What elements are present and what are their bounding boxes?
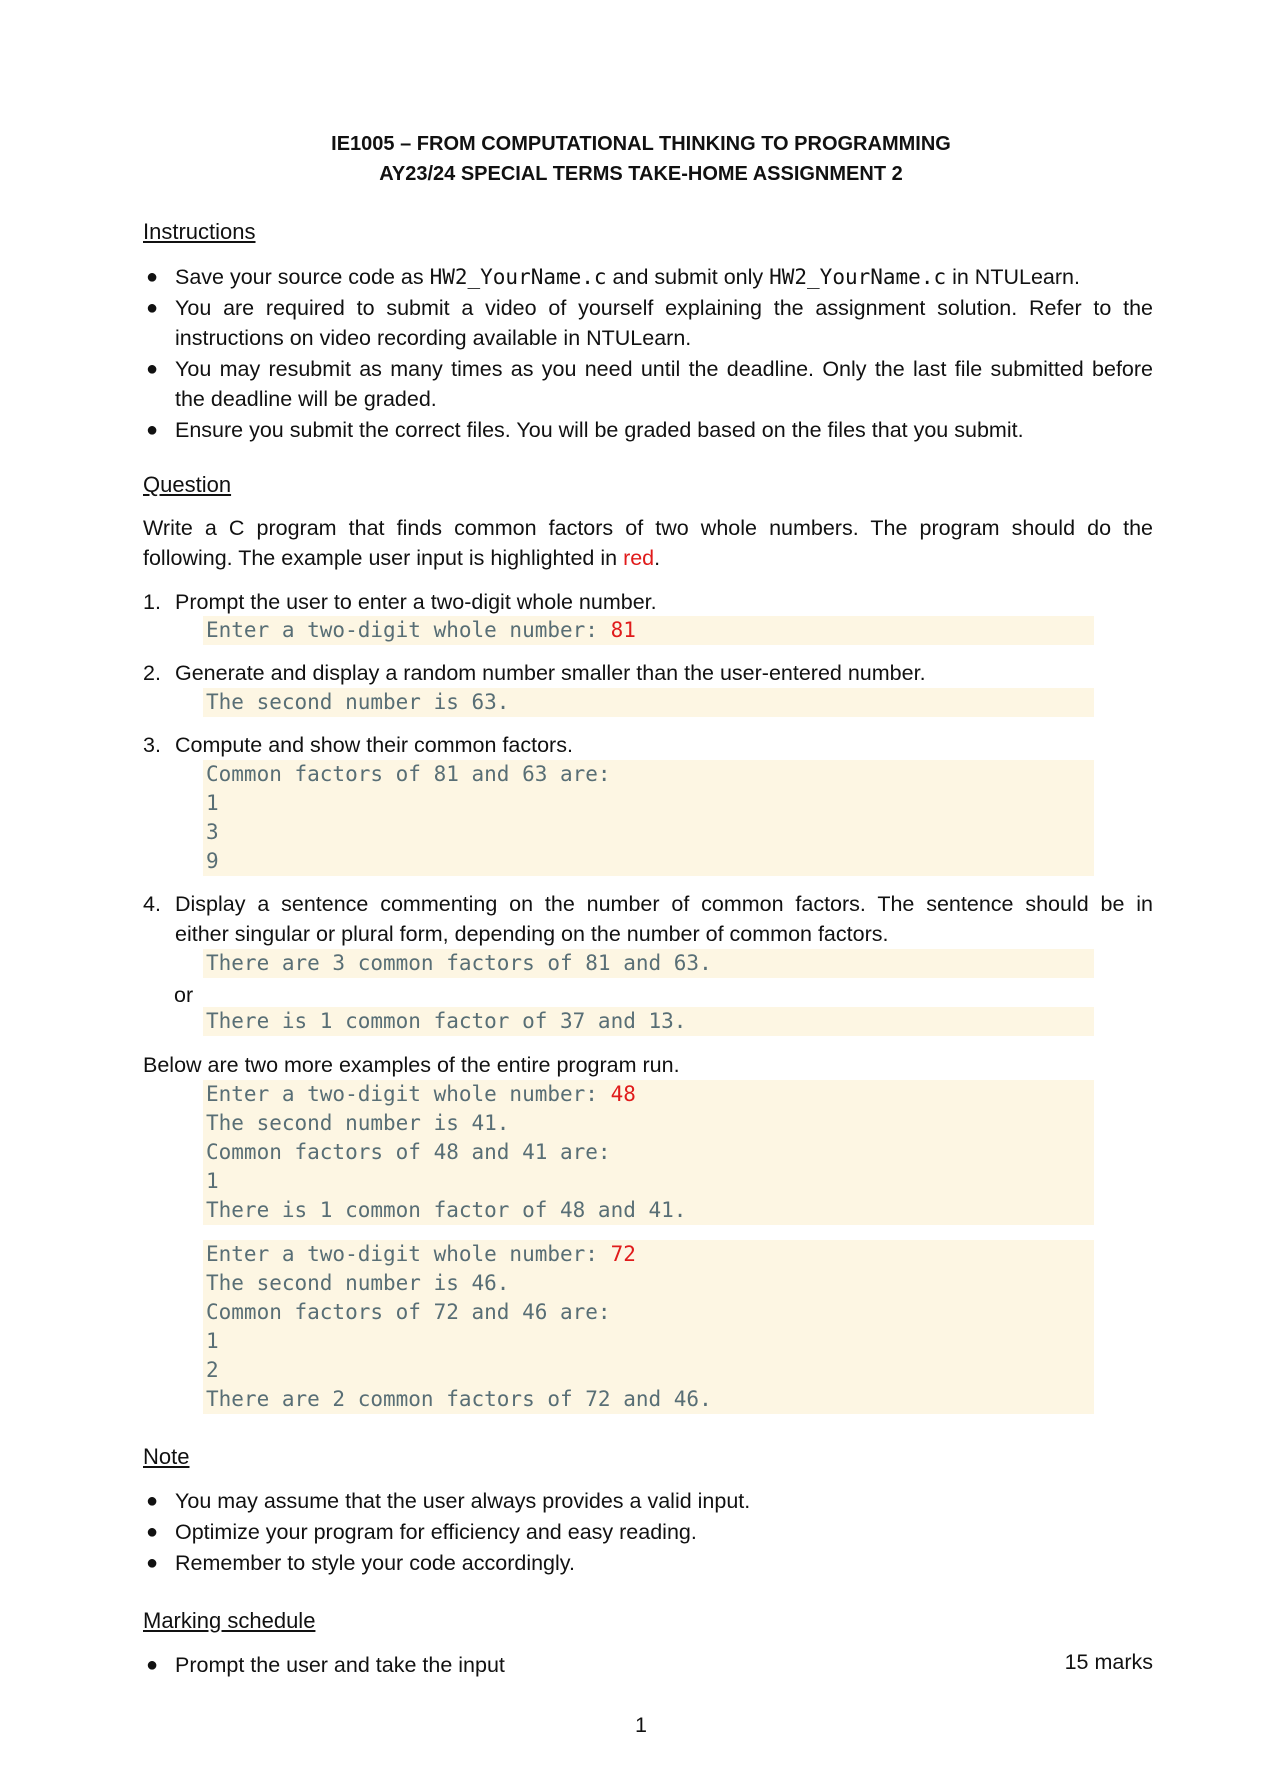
filename-code: HW2_YourName.c xyxy=(769,265,947,289)
code-block: Enter a two-digit whole number: 48 The second number is 41. Common factors of 48 and 41 are: 1 There is 1 common factor of 48 and 41. xyxy=(203,1080,1094,1225)
bullet-icon: ● xyxy=(146,419,159,441)
marks-value: 15 marks xyxy=(1064,1650,1153,1674)
marking-heading: Marking schedule xyxy=(143,1608,316,1633)
page-number: 1 xyxy=(635,1713,647,1737)
or-text: or xyxy=(174,983,194,1007)
instructions-heading: Instructions xyxy=(143,219,256,244)
code-block: Common factors of 81 and 63 are: 1 3 9 xyxy=(203,760,1094,876)
bullet-icon: ● xyxy=(146,297,159,319)
code-block: There are 3 common factors of 81 and 63. xyxy=(203,949,1094,978)
bullet-icon: ● xyxy=(146,1654,159,1676)
bullet-icon: ● xyxy=(146,1490,159,1512)
code-block: Enter a two-digit whole number: 72 The second number is 46. Common factors of 72 and 46 are: 1 2 There are 2 common factors of 72 and 46. xyxy=(203,1240,1094,1414)
filename-code: HW2_YourName.c xyxy=(429,265,607,289)
bullet-icon: ● xyxy=(146,266,159,288)
question-heading: Question xyxy=(143,472,232,497)
bullet-icon: ● xyxy=(146,358,159,380)
question-intro: Write a C program that finds common factors of two whole numbers. The program should do the following. The example user input is highlighted in red. xyxy=(143,516,1153,570)
document-subtitle: AY23/24 SPECIAL TERMS TAKE-HOME ASSIGNMENT 2 xyxy=(379,163,903,185)
more-examples-text: Below are two more examples of the entire program run. xyxy=(143,1053,680,1077)
note-heading: Note xyxy=(143,1444,190,1469)
bullet-icon: ● xyxy=(146,1552,159,1574)
code-block: The second number is 63. xyxy=(203,688,1094,717)
bullet-icon: ● xyxy=(146,1521,159,1543)
code-block: Enter a two-digit whole number: 81 xyxy=(203,616,1094,645)
document-page: IE1005 – FROM COMPUTATIONAL THINKING TO PROGRAMMING AY23/24 SPECIAL TERMS TAKE-HOME ASSIGNMENT 2 Instructions ● Save your source code as HW2_YourName.c and submit only HW2_YourName.c in NTULearn. ● You are required to submit a video of yourself explaining the assignment solution. Refer to the instructions on video recording available in NTULearn. ● You may resubmit as many times as you need until the deadline. Only the last file submitted before the deadline will be graded. ● Ensure you submit the correct files. You will be graded based on the files that you submit. Question Write a C program that finds common factors of two whole numbers. The program should do the following. The example user input is highlighted in red. 1. Prompt the user to enter a two-digit whole number. Enter a two-digit whole number: 81 2. Generate and display a random number smaller than the user-entered number. The second number is 63. 3. Compute and show their common factors. Common factors of 81 and 63 are: 1 3 9 4. Display a sentence commenting on the number of common factors. The sentence should be in either singular or plural form, depending on the number of common factors. There are 3 common factors of 81 and 63. or There is 1 common factor of 37 and 13. Below are two more examples of the entire program run. Enter a two-digit whole number: 48 The second number is 41. Common factors of 48 and 41 are: 1 There is 1 common factor of 48 and 41. Enter a two-digit whole number: 72 The second number is 46. Common factors of 72 and 46 are: 1 2 There are 2 common factors of 72 and 46. Note ● You may assume that the user always provides a valid input. ● Optimize your program for efficiency and easy reading. ● Remember to style your code accordingly. Marking schedule ● Prompt the user and take the input 15 marks 1 xyxy=(0,0,1282,1770)
document-title: IE1005 – FROM COMPUTATIONAL THINKING TO PROGRAMMING xyxy=(331,133,951,155)
code-block: There is 1 common factor of 37 and 13. xyxy=(203,1007,1094,1036)
